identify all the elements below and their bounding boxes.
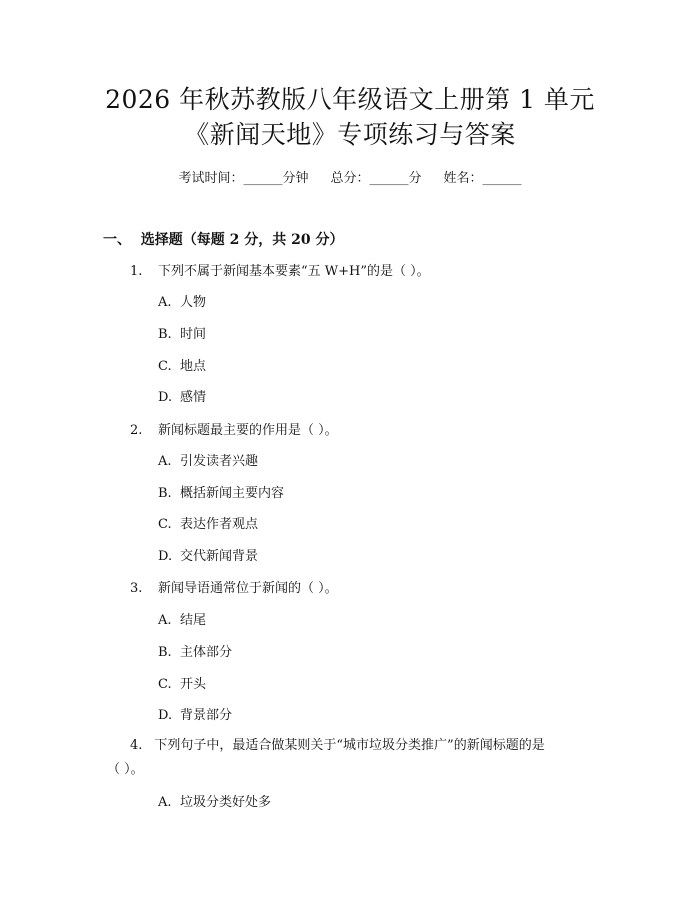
option-letter: B. [158,327,172,342]
section-heading: 一、 选择题（每题 2 分，共 20 分） [103,232,344,248]
option-letter: C. [158,517,172,532]
question-text-line2: （ ）。 [107,762,144,777]
question-text-line1: 下列句子中，最适合做某则关于“城市垃圾分类推广”的新闻标题的是 [154,738,545,753]
question-text: 新闻导语通常位于新闻的（ ）。 [158,581,338,596]
exam-title-line2: 《新闻天地》专项练习与答案 [184,120,516,149]
option-letter: A. [158,454,172,469]
option-letter: B. [158,645,172,660]
option-item [158,325,206,345]
option-letter: D. [158,549,173,564]
option-text: 感情 [180,390,207,405]
option-item [158,793,271,813]
option-item [158,293,206,313]
option-letter: B. [158,486,172,501]
option-text: 表达作者观点 [180,517,259,532]
option-item [158,388,206,408]
option-letter: C. [158,677,172,692]
question-4 [130,736,545,756]
option-text: 人物 [180,295,207,310]
option-letter: C. [158,359,172,374]
question-number: 1. [130,264,143,279]
option-item [158,643,232,663]
option-text: 开头 [180,677,207,692]
option-letter: A. [158,295,172,310]
option-item [158,452,258,472]
question-text: 下列不属于新闻基本要素“五 W+H”的是（ ）。 [158,264,430,279]
option-text: 结尾 [180,613,207,628]
option-letter: D. [158,708,173,723]
option-text: 垃圾分类好处多 [180,795,272,810]
exam-time-field: 考试时间：______分钟 [178,171,309,186]
question-text: 新闻标题最主要的作用是（ ）。 [158,423,338,438]
question-number: 2. [130,423,143,438]
student-name-field: 姓名：______ [443,171,522,186]
option-item [158,675,206,695]
option-text: 背景部分 [180,708,233,723]
option-letter: A. [158,613,172,628]
exam-title-line1: 2026 年秋苏教版八年级语文上册第 1 单元 [105,85,595,114]
option-text: 交代新闻背景 [180,549,259,564]
option-item [158,515,258,535]
option-text: 地点 [180,359,207,374]
question-number: 3. [130,581,143,596]
option-item [158,357,206,377]
total-score-field: 总分：______分 [330,171,422,186]
option-item [158,547,258,567]
option-letter: D. [158,390,173,405]
question-3 [130,579,590,599]
option-item [158,706,232,726]
option-text: 概括新闻主要内容 [180,486,285,501]
option-text: 主体部分 [180,645,233,660]
question-number: 4. [130,738,143,753]
option-letter: A. [158,795,172,810]
option-item [158,484,284,504]
question-1 [130,262,590,282]
option-text: 引发读者兴趣 [180,454,259,469]
option-text: 时间 [180,327,207,342]
exam-meta [0,169,700,189]
option-item [158,611,206,631]
question-2 [130,421,590,441]
